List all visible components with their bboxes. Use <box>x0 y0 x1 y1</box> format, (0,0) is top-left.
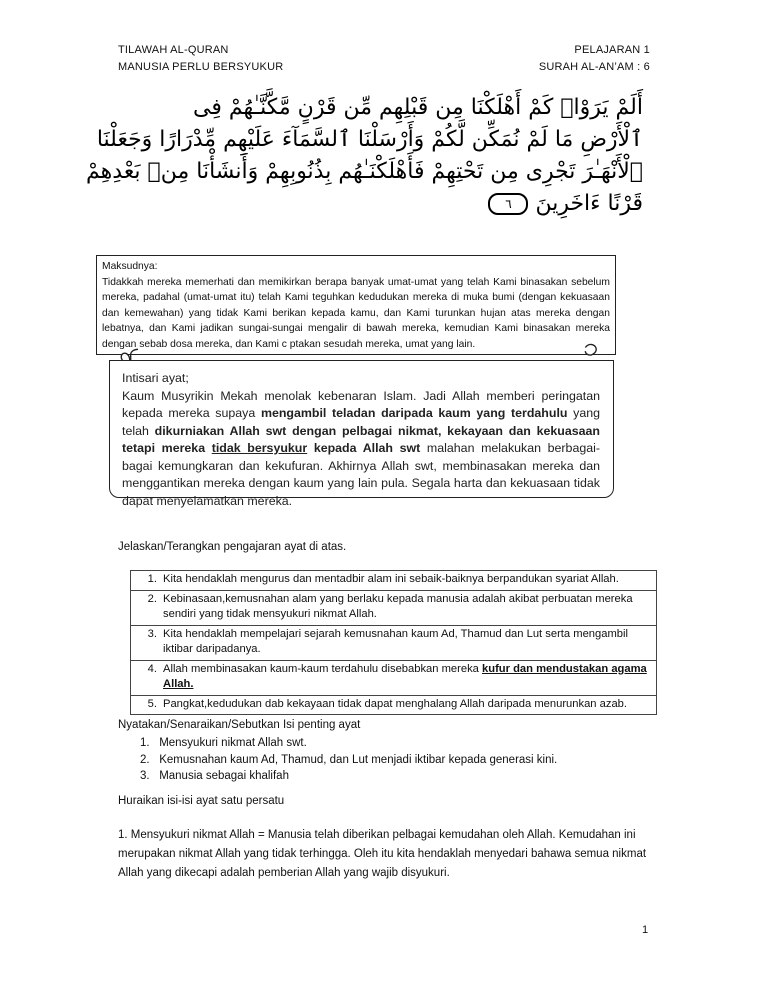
question-isi-penting: Nyatakan/Senaraikan/Sebutkan Isi penting ayat <box>118 719 361 731</box>
arabic-line-3: ٱلْأَنْهَـٰرَ تَجْرِى مِن تَحْتِهِمْ فَأَهْلَكْنَـٰهُم بِذُنُوبِهِمْ وَأَنشَأْنَا مِنۢ بَعْدِهِمْ <box>86 159 643 184</box>
intisari-title: Intisari ayat; <box>122 371 189 385</box>
pengajaran-table <box>130 570 657 715</box>
translation-title: Maksudnya: <box>102 261 158 272</box>
translation-text: Tidakkah mereka memerhati dan memikirkan berapa banyak umat-umat yang telah Kami binasakan sebelum mereka, padahal (umat-umat itu) telah Kami teguhkan kedudukan mereka di muka bumi (dengan kekuasaan dan kemewahan) yang tidak Kami berikan kepada kamu, dan Kami turunkan hujan atas mereka dengan lebatnya, dan Kami jadikan sungai-sungai mengalir di bawah mereka, kemudian Kami binasakan mereka dengan sebab dosa mereka, dan Kami c ptakan sesudah mereka, umat yang lain. <box>102 276 610 350</box>
header-lesson: PELAJARAN 1 <box>574 44 650 56</box>
ayah-number-mark: ٦ <box>488 193 528 215</box>
header-subject: TILAWAH AL-QURAN <box>118 44 229 56</box>
intisari-bold-underline: tidak bersyukur <box>211 441 308 455</box>
row-text-bold: kufur dan mendustakan agama Allah. <box>163 662 647 690</box>
intisari-bold-3: Allah swt <box>362 441 421 455</box>
table-row <box>131 660 657 695</box>
list-number: 2. <box>140 753 150 766</box>
intisari-text-4: malahan melakukan berbagai-bagai kemungkaran dan kekufuran. Akhirnya Allah swt, membinasakan mereka dan menggantikan mereka dengan kaum yang lain pula. Segala harta dan kekuasaan tidak dapat menyelamatkan mereka. <box>122 441 600 508</box>
row-number: 2. <box>131 590 160 625</box>
arabic-line-1: أَلَمْ يَرَوْا۟ كَمْ أَهْلَكْنَا مِن قَبْلِهِم مِّن قَرْنٍ مَّكَّنَّـٰهُمْ فِى <box>193 95 643 120</box>
arabic-verse <box>86 92 643 220</box>
row-text: Kebinasaan,kemusnahan alam yang berlaku kepada manusia adalah akibat perbuatan mereka sendiri yang tidak mensyukuri nikmat Allah. <box>159 590 657 625</box>
arabic-line-4 <box>108 188 643 220</box>
header-surah: SURAH AL-AN’AM : 6 <box>538 61 650 73</box>
row-number: 1. <box>131 571 160 591</box>
question-huraian: Huraikan isi-isi ayat satu persatu <box>118 795 285 807</box>
list-text: Manusia sebagai khalifah <box>159 770 289 782</box>
row-text: Kita hendaklah mempelajari sejarah kemusnahan kaum Ad, Thamud dan Lut serta mengambil iktibar daripadanya. <box>159 625 657 660</box>
list-text: Mensyukuri nikmat Allah swt. <box>159 737 307 749</box>
row-text: Pangkat,kedudukan dab kekayaan tidak dapat menghalang Allah daripada menurunkan azab. <box>159 695 657 715</box>
intisari-text-3: kepada <box>307 441 363 455</box>
row-text <box>159 660 657 695</box>
row-text-plain: Allah membinasakan kaum-kaum terdahulu disebabkan mereka <box>163 662 483 675</box>
list-number: 1. <box>140 737 150 749</box>
table-row <box>131 695 657 715</box>
intisari-text-2: yang telah <box>122 406 601 438</box>
huraian-paragraph: 1. Mensyukuri nikmat Allah = Manusia telah diberikan pelbagai kemudahan oleh Allah. Kemudahan ini merupakan nikmat Allah yang tidak terhingga. Oleh itu kita hendaklah menyedari bahawa semua nikmat Allah yang dikecapi adalah pemberian Allah yang wajib disyukuri. <box>118 829 647 879</box>
arabic-line-2: ٱلْأَرْضِ مَا لَمْ نُمَكِّن لَّكُمْ وَأَرْسَلْنَا ٱلسَّمَآءَ عَلَيْهِم مِّدْرَارًا وَجَعَلْنَا <box>96 127 643 152</box>
intisari-bold-2: dikurniakan Allah swt dengan pelbagai nikmat, kekayaan dan kekuasaan tetapi mereka <box>122 423 600 455</box>
row-number: 4. <box>131 660 160 695</box>
row-text: Kita hendaklah mengurus dan mentadbir alam ini sebaik-baiknya berpandukan syariat Allah. <box>159 571 657 591</box>
intisari-content <box>122 370 600 510</box>
list-item <box>140 768 557 785</box>
list-item <box>140 752 557 769</box>
intisari-text-1: Kaum Musyrikin Mekah menolak kebenaran Islam. Jadi Allah memberi peringatan kepada mereka supaya <box>122 388 600 420</box>
list-item <box>140 735 557 752</box>
intisari-bold-1: mengambil teladan daripada kaum yang terdahulu <box>260 406 568 420</box>
isi-list <box>140 735 557 785</box>
row-number: 5. <box>131 695 160 715</box>
list-number: 3. <box>140 770 150 782</box>
table-row <box>131 625 657 660</box>
list-text: Kemusnahan kaum Ad, Thamud, dan Lut menjadi iktibar kepada generasi kini. <box>159 753 558 766</box>
header-topic: MANUSIA PERLU BERSYUKUR <box>118 61 284 73</box>
table-row <box>131 571 657 591</box>
question-pengajaran: Jelaskan/Terangkan pengajaran ayat di atas. <box>118 541 347 553</box>
arabic-line-4-text: قَرْنًا ءَاخَرِينَ <box>535 191 643 216</box>
row-number: 3. <box>131 625 160 660</box>
translation-box <box>96 255 616 355</box>
table-row <box>131 590 657 625</box>
intisari-text <box>122 388 600 511</box>
page-number: 1 <box>642 924 649 936</box>
